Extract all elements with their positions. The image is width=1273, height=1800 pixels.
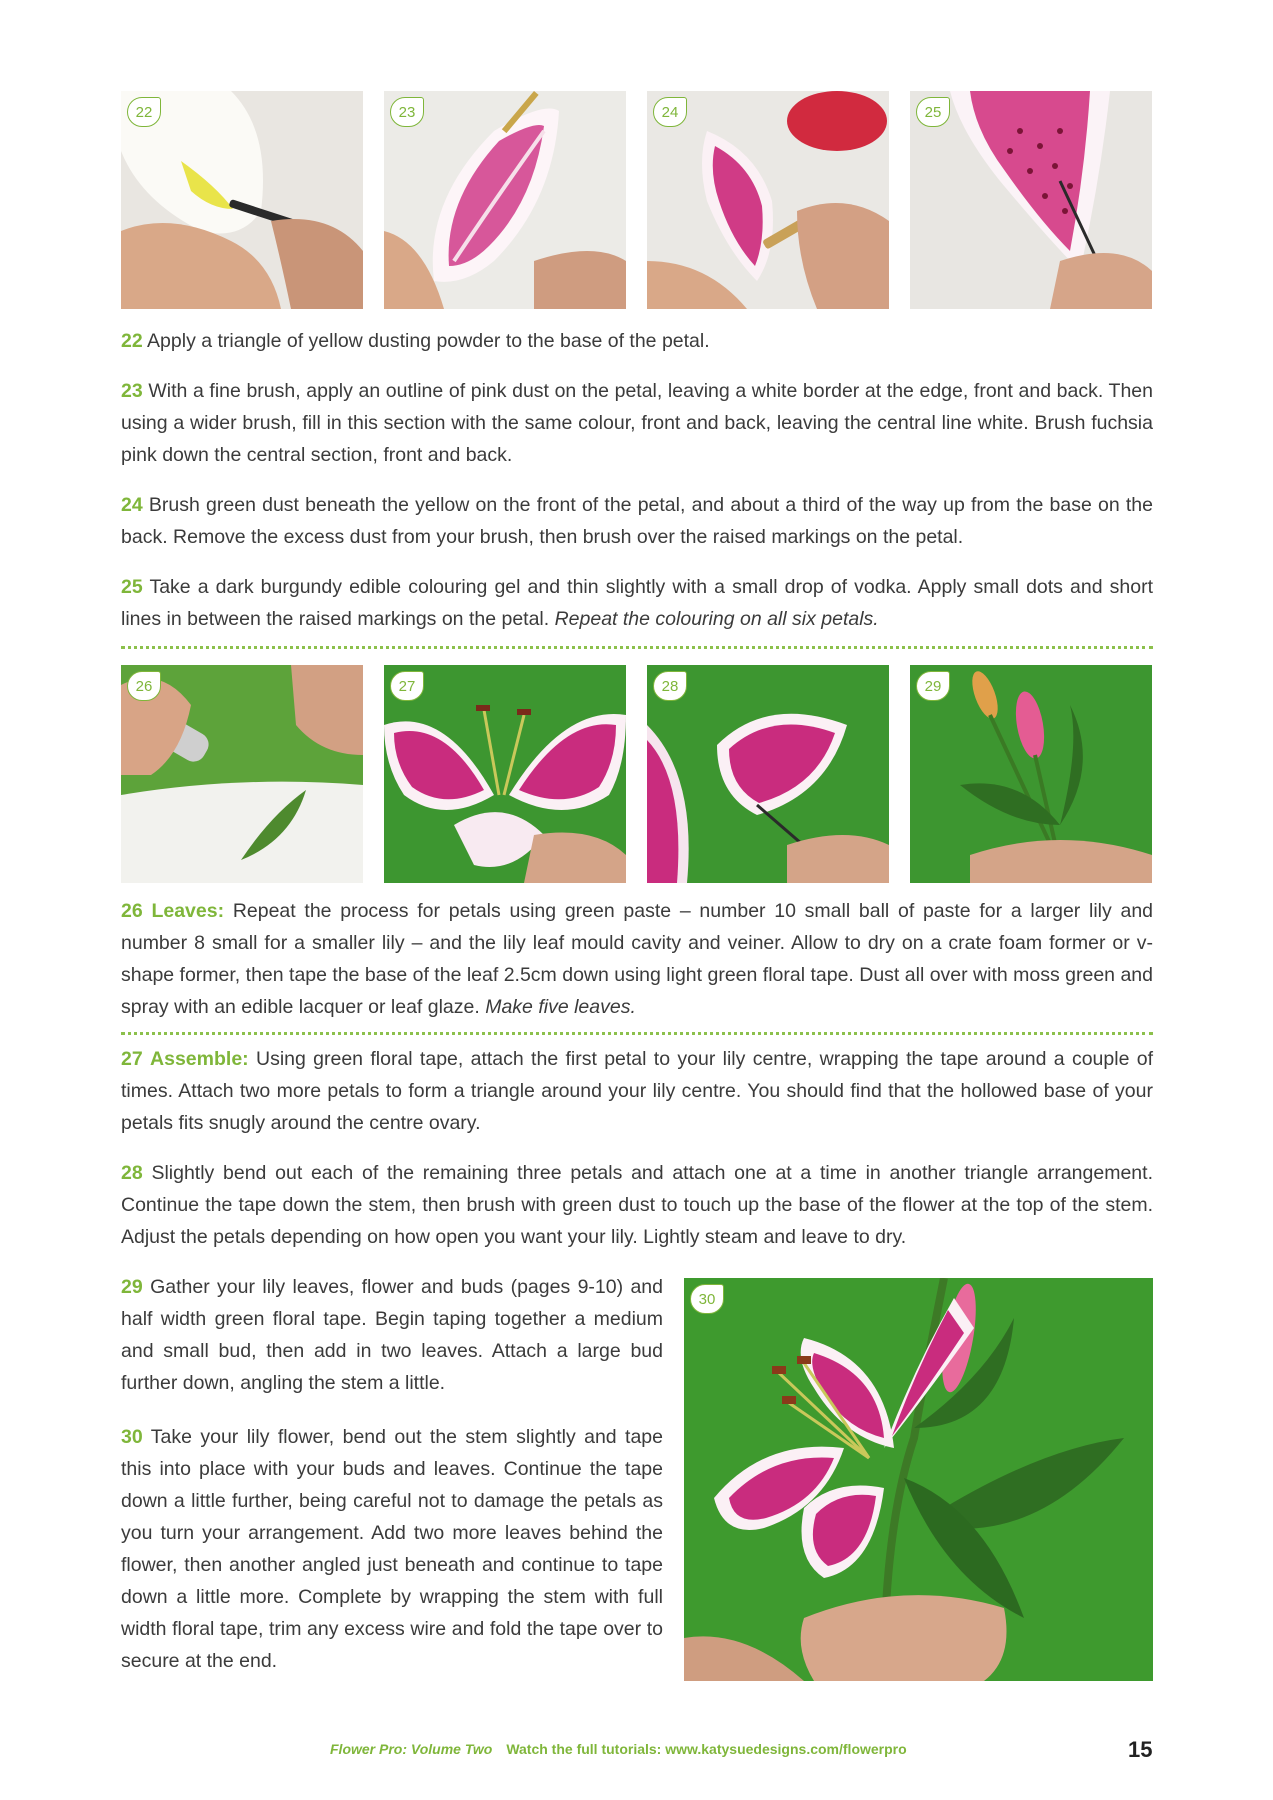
step-badge: 27	[390, 671, 424, 701]
step-text: Repeat the process for petals using green paste – number 10 small ball of paste for a larger lily and number 8 small for a smaller lily – and the lily leaf mould cavity and veiner. Allow to dry on a crate foam former or v-shape former, then tape the base of the leaf 2.5cm down using light green floral tape. Dust all over with moss green and spray with an edible lacquer or leaf glaze.	[121, 900, 1154, 1018]
step-heading: Leaves:	[151, 900, 225, 922]
step-number: 30	[121, 1426, 143, 1448]
step-29	[121, 1271, 663, 1399]
step-number: 25	[121, 576, 143, 598]
page-footer	[0, 1737, 1273, 1765]
step-badge: 30	[690, 1284, 724, 1314]
step-text: Take a dark burgundy edible colouring gel and thin slightly with a small drop of vodka. Apply small dots and short lines in between the raised markings on the petal.	[121, 576, 1153, 630]
photo-step-28	[647, 665, 889, 883]
photo-step-30	[684, 1278, 1153, 1681]
footer-credits	[330, 1741, 907, 1757]
book-title: Flower Pro: Volume Two	[330, 1741, 493, 1757]
photo-step-25	[910, 91, 1152, 309]
photo-step-23	[384, 91, 626, 309]
tutorials-link[interactable]: Watch the full tutorials: www.katysuedesigns.com/flowerpro	[506, 1741, 907, 1757]
photo-step-24	[647, 91, 889, 309]
step-badge: 25	[916, 97, 950, 127]
step-26	[121, 895, 1153, 1023]
photo-step-22	[121, 91, 363, 309]
step-number: 29	[121, 1276, 143, 1298]
step-text: Gather your lily leaves, flower and buds (pages 9-10) and half width green floral tape. Begin taping together a medium and small bud, then add in two leaves. Attach a large bud further down, angling the stem a little.	[121, 1276, 663, 1394]
step-number: 27	[121, 1048, 143, 1070]
step-27	[121, 1043, 1153, 1139]
step-22	[121, 325, 1153, 357]
step-number: 24	[121, 494, 143, 516]
photo-row-2	[121, 665, 1153, 883]
step-23	[121, 375, 1153, 471]
step-badge: 29	[916, 671, 950, 701]
divider	[121, 646, 1153, 649]
step-text: Slightly bend out each of the remaining three petals and attach one at a time in another triangle arrangement. Continue the tape down the stem, then brush with green dust to touch up the base of the flower at the top of the stem. Adjust the petals depending on how open you want your lily. Lightly steam and leave to dry.	[121, 1162, 1153, 1248]
step-number: 28	[121, 1162, 143, 1184]
step-badge: 23	[390, 97, 424, 127]
step-number: 22	[121, 330, 143, 352]
photo-row-1	[121, 91, 1153, 309]
step-text: Take your lily flower, bend out the stem slightly and tape this into place with your buds and leaves. Continue the tape down a little further, being careful not to damage the petals as you turn your arrangement. Add two more leaves behind the flower, then another angled just beneath and continue to tape down a little more. Complete by wrapping the stem with full width floral tape, trim any excess wire and fold the tape over to secure at the end.	[121, 1426, 663, 1672]
photo-step-26	[121, 665, 363, 883]
step-25	[121, 571, 1153, 635]
step-number: 26	[121, 900, 143, 922]
step-badge: 24	[653, 97, 687, 127]
step-24	[121, 489, 1153, 553]
divider	[121, 1032, 1153, 1035]
step-badge: 28	[653, 671, 687, 701]
step-note: Repeat the colouring on all six petals.	[554, 608, 879, 630]
step-note: Make five leaves.	[485, 996, 636, 1018]
step-number: 23	[121, 380, 143, 402]
step-30	[121, 1421, 663, 1677]
step-text: Using green floral tape, attach the first petal to your lily centre, wrapping the tape around a couple of times. Attach two more petals to form a triangle around your lily centre. You should find that the hollowed base of your petals fits snugly around the centre ovary.	[121, 1048, 1154, 1134]
step-text: Apply a triangle of yellow dusting powder to the base of the petal.	[147, 330, 710, 352]
photo-step-27	[384, 665, 626, 883]
photo-step-29	[910, 665, 1152, 883]
step-text: Brush green dust beneath the yellow on the front of the petal, and about a third of the way up from the base on the back. Remove the excess dust from your brush, then brush over the raised markings on the petal.	[121, 494, 1153, 548]
step-text: With a fine brush, apply an outline of pink dust on the petal, leaving a white border at the edge, front and back. Then using a wider brush, fill in this section with the same colour, front and back, leaving the central line white. Brush fuchsia pink down the central section, front and back.	[121, 380, 1153, 466]
step-badge: 22	[127, 97, 161, 127]
step-badge: 26	[127, 671, 161, 701]
step-heading: Assemble:	[150, 1048, 249, 1070]
page-number: 15	[1128, 1737, 1153, 1762]
step-28	[121, 1157, 1153, 1253]
